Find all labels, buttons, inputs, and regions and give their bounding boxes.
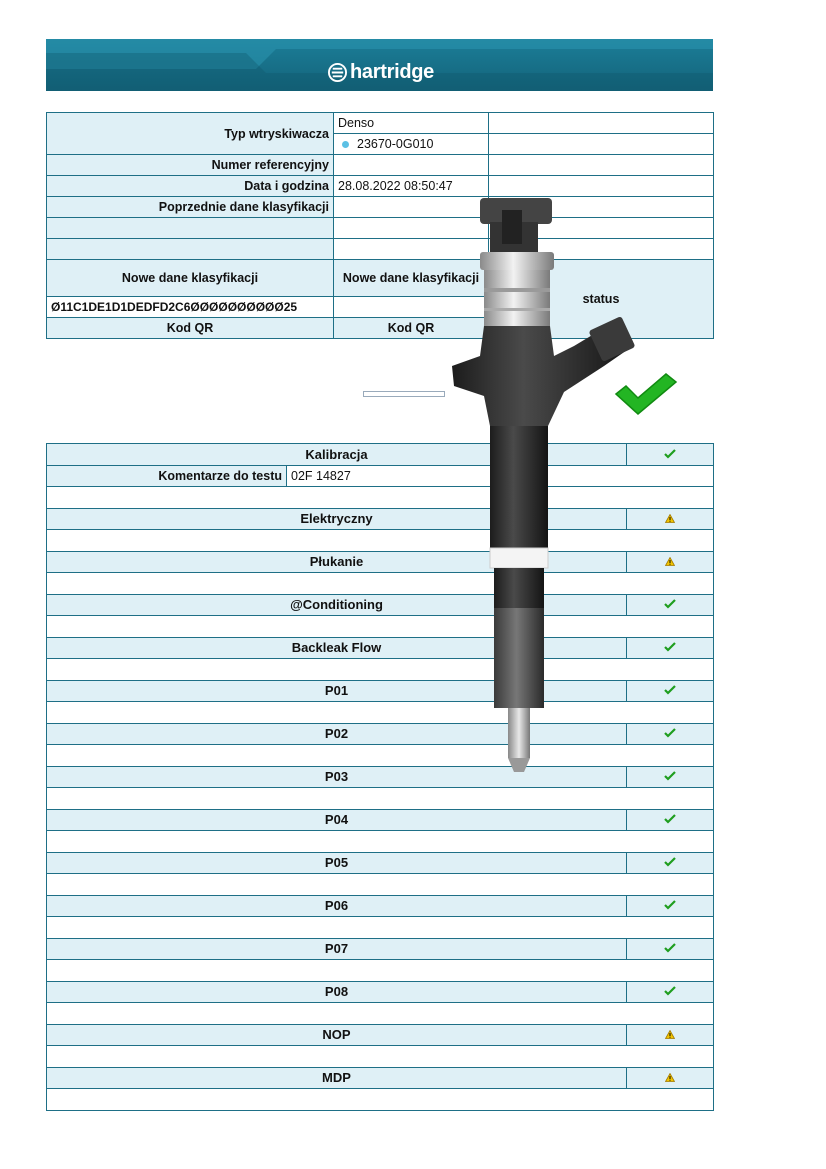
data-label: Data i godzina: [47, 176, 334, 197]
check-icon: [664, 856, 676, 870]
test-row: [47, 895, 714, 917]
kod-qr-label: Kod QR: [47, 318, 334, 339]
typ-label: Typ wtryskiwacza: [47, 113, 334, 155]
test-name: @Conditioning: [47, 594, 627, 616]
big-check-icon: [612, 370, 678, 416]
komentarze-value: 02F 14827: [287, 465, 714, 487]
warning-icon: [665, 512, 675, 526]
part-number: 23670-0G010: [357, 137, 434, 151]
test-row: [47, 938, 714, 960]
test-name: P01: [47, 680, 627, 702]
test-row: [47, 852, 714, 874]
check-icon: [664, 985, 676, 999]
check-icon: [664, 813, 676, 827]
nowe-label: Nowe dane klasyfikacji: [47, 260, 334, 297]
check-icon: [664, 942, 676, 956]
test-row: [47, 1067, 714, 1089]
test-status: [627, 809, 714, 831]
test-name: Elektryczny: [47, 508, 627, 530]
test-name: Płukanie: [47, 551, 627, 573]
check-icon: [664, 598, 676, 612]
qr-placeholder: [363, 391, 445, 397]
check-icon: [664, 899, 676, 913]
test-name: MDP: [47, 1067, 627, 1089]
logo-text: hartridge: [350, 61, 434, 83]
test-name: NOP: [47, 1024, 627, 1046]
nowe-value: Ø11C1DE1D1DEDFD2C6ØØØØØØØØØØ25: [47, 297, 334, 318]
test-name: P03: [47, 766, 627, 788]
numer-label: Numer referencyjny: [47, 155, 334, 176]
poprzednie-label: Poprzednie dane klasyfikacji: [47, 197, 334, 218]
test-name: P04: [47, 809, 627, 831]
kod-qr-label-right: Kod QR: [334, 318, 489, 339]
test-row: [47, 981, 714, 1003]
bullet-icon: [342, 141, 349, 148]
data-value: 28.08.2022 08:50:47: [334, 176, 489, 197]
check-icon: [664, 641, 676, 655]
test-row: [47, 809, 714, 831]
status-label: status: [489, 260, 714, 339]
test-status: [627, 1024, 714, 1046]
test-status: [627, 895, 714, 917]
injector-image: [444, 196, 644, 776]
test-row: [47, 1024, 714, 1046]
test-name: P07: [47, 938, 627, 960]
hartridge-logo: [328, 61, 434, 83]
hartridge-logo-icon: [328, 63, 347, 82]
test-name: P08: [47, 981, 627, 1003]
part-number-cell: [334, 134, 489, 155]
test-status: [627, 981, 714, 1003]
kalibracja-label: Kalibracja: [47, 444, 627, 466]
test-name: P02: [47, 723, 627, 745]
test-name: P06: [47, 895, 627, 917]
check-icon: [664, 448, 676, 462]
test-name: Backleak Flow: [47, 637, 627, 659]
check-icon: [664, 727, 676, 741]
check-icon: [664, 770, 676, 784]
test-status: [627, 1067, 714, 1089]
warning-icon: [665, 1071, 675, 1085]
test-status: [627, 938, 714, 960]
typ-value: Denso: [334, 113, 489, 134]
nowe-label-right: Nowe dane klasyfikacji: [334, 260, 489, 297]
warning-icon: [665, 1028, 675, 1042]
komentarze-label: Komentarze do testu: [47, 465, 287, 487]
warning-icon: [665, 555, 675, 569]
test-name: P05: [47, 852, 627, 874]
check-icon: [664, 684, 676, 698]
test-status: [627, 852, 714, 874]
